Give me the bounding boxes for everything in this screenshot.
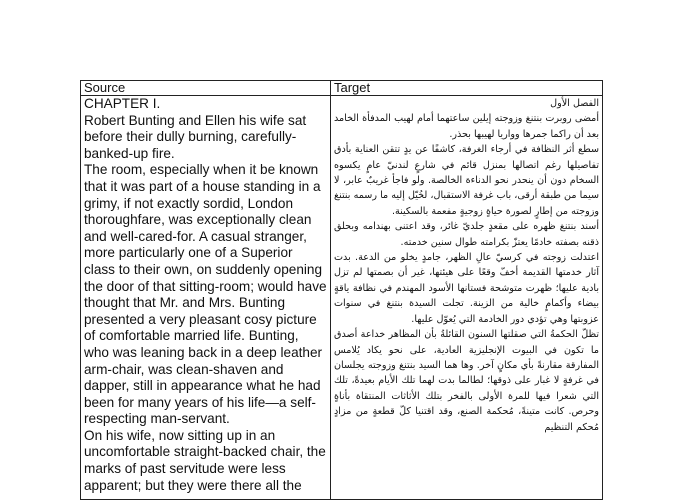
source-chapter-heading: CHAPTER I. bbox=[84, 96, 161, 111]
target-paragraph: اعتدلت زوجته في كرسيّ عالِ الظهر، جامدٍ يخلو من الدعة. بدت آثار خدمتها القديمة أخفّ وقعًا على هيئتها، غير أن بصمتها لم تزل بادية عليها؛ ظهرت متوشحة فستانها الأسود المهندم في نظافة ياقةٍ بيضاء وأكمامٍ خالية من الزينة. تجلت السيدة بنتنغ في سنوات عزوبتها وهي تؤدي دور الخادمة التي يُعوّل عليها. bbox=[334, 252, 599, 325]
target-paragraph: سطع أثر النظافة في أرجاء الغرفة، كاشفًا عن يدٍ تتقن العناية بأدق تفاصيلها رغم اتصالها بمنزل قائم في شارعٍ لندنيّ عامٍ يكسوه السخام دون أن ينحدر نحو الدناءة الخالصة. ولو فاجأ غريبٌ عابر، لا سيما من طبقة أرقى، باب غرفة الاستقبال، لخُيّل إليه ما رسمه بنتنغ وزوجته من إطارٍ لصورة حياةٍ زوجيةٍ مفعمة بالسكينة. bbox=[334, 144, 599, 217]
source-paragraph: The room, especially when it be known that it was part of a house standing in a grimy, if not exactly sordid, London thoroughfare, was exceptionally clean and well-cared-for. A casual stranger, more particularly one of a Superior class to their own, on suddenly opening the door of that sitting-room; would have thought that Mr. and Mrs. Bunting presented a very pleasant cosy picture of comfortable married life. Bunting, who was leaning back in a deep leather arm-chair, was clean-shaven and dapper, still in appearance what he had been for many years of his life—a self-respecting man-servant. bbox=[84, 162, 327, 427]
translation-table bbox=[80, 80, 603, 500]
source-paragraph: Robert Bunting and Ellen his wife sat before their dully burning, carefully-banked-up fire. bbox=[84, 112, 307, 161]
target-paragraph: أمضى روبرت بنتنغ وزوجته إيلين ساعتهما أمام لهيب المدفأة الخامد بعد أن راكما جمرها وواريا لهيبها بحذر. bbox=[334, 113, 599, 140]
content-row bbox=[81, 96, 603, 500]
header-row bbox=[81, 81, 603, 96]
target-paragraph: تظلّ الحكمةُ التي صقلتها السنون القائلةُ بأن المظاهر خداعة أصدق ما تكون في البيوت الإنجليزية العادية، على نحو يكاد يُلامس المفارقة مقارنةً بأي مكانٍ آخر. وها هما السيد بنتنغ وزوجته يجلسان في غرفةٍ لا غبار على ذوقها؛ لطالما بدت لهما تلك الأيام بعيدةً، تلك التي شعرا فيها للمرة الأولى بالفخر بتلك الأثاثات المنتقاة بأناةٍ وحرص. كانت متينةً، مُحكمة الصنع، وقد اقتنيا كلّ قطعةٍ من مزادٍ مُحكم التنظيم bbox=[334, 329, 599, 433]
target-paragraph: أسند بنتنغ ظهره على مقعدٍ جلديّ غائر، وقد اعتنى بهندامه وبحلق ذقنه بصفته خادمًا يعتزّ بكرامته طوال سنين خدمته. bbox=[334, 221, 599, 248]
source-header: Source bbox=[81, 81, 331, 96]
source-paragraph: On his wife, now sitting up in an uncomfortable straight-backed chair, the marks of past servitude were less apparent; but they were there all the bbox=[84, 427, 326, 493]
target-chapter-heading: الفصل الأول bbox=[550, 98, 599, 109]
target-header: Target bbox=[331, 81, 603, 96]
source-cell bbox=[81, 96, 331, 500]
target-cell bbox=[331, 96, 603, 500]
